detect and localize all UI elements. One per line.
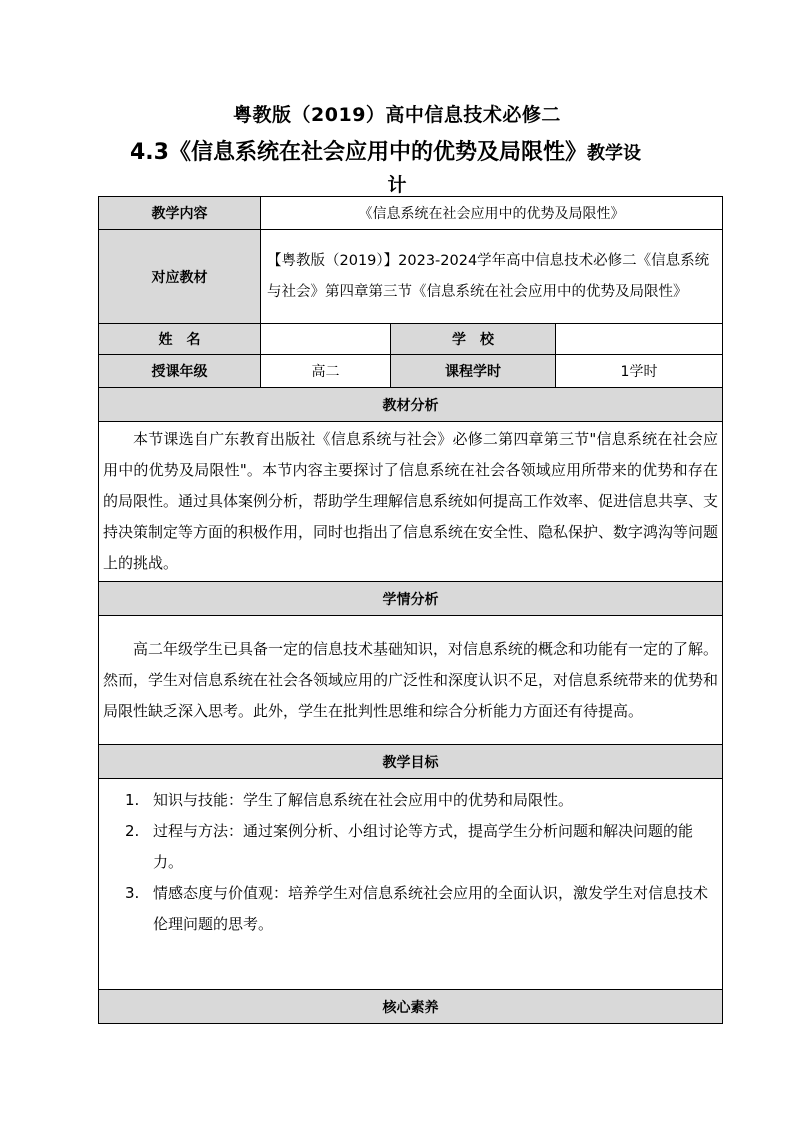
analysis-heading: 教材分析	[99, 388, 723, 422]
name-label: 姓 名	[99, 324, 261, 355]
row-goals-list	[99, 779, 723, 990]
grade-value: 高二	[261, 355, 391, 388]
row-learner-text	[99, 616, 723, 745]
goal-item	[109, 785, 714, 816]
school-label: 学 校	[391, 324, 556, 355]
goal-number: 2.	[125, 822, 140, 840]
document-title: 粤教版（2019）高中信息技术必修二	[233, 104, 561, 126]
core-heading: 核心素养	[99, 990, 723, 1024]
lesson-title-main: 4.3《信息系统在社会应用中的优势及局限性》	[130, 140, 587, 165]
row-core-title	[99, 990, 723, 1024]
lesson-title-suffix: 教学设	[586, 143, 641, 164]
school-value	[556, 324, 723, 355]
goal-item	[109, 816, 714, 878]
goal-text: 情感态度与价值观：培养学生对信息系统社会应用的全面认识，激发学生对信息技术伦理问题的思考。	[153, 884, 709, 933]
goal-number: 1.	[125, 791, 140, 809]
goal-text: 知识与技能：学生了解信息系统在社会应用中的优势和局限性。	[153, 791, 574, 809]
goal-number: 3.	[125, 884, 140, 902]
learner-heading: 学情分析	[99, 582, 723, 616]
row-name-school	[99, 324, 723, 355]
goals-heading: 教学目标	[99, 745, 723, 779]
row-goals-title	[99, 745, 723, 779]
goals-list	[99, 779, 723, 990]
analysis-paragraph: 本节课选自广东教育出版社《信息系统与社会》必修二第四章第三节"信息系统在社会应用中的优势及局限性"。本节内容主要探讨了信息系统在社会各领域应用所带来的优势和存在的局限性。通过具体案例分析，帮助学生理解信息系统如何提高工作效率、促进信息共享、支持决策制定等方面的积极作用，同时也指出了信息系统在安全性、隐私保护、数字鸿沟等问题上的挑战。	[99, 422, 723, 582]
row-textbook	[99, 230, 723, 324]
textbook-label: 对应教材	[99, 230, 261, 324]
row-learner-title	[99, 582, 723, 616]
content-label: 教学内容	[99, 197, 261, 230]
hours-label: 课程学时	[391, 355, 556, 388]
textbook-value: 【粤教版（2019）】2023-2024学年高中信息技术必修二《信息系统与社会》第四章第三节《信息系统在社会应用中的优势及局限性》	[261, 230, 723, 324]
row-content	[99, 197, 723, 230]
lesson-title	[130, 138, 690, 169]
row-grade-hours	[99, 355, 723, 388]
name-value	[261, 324, 391, 355]
learner-paragraph: 高二年级学生已具备一定的信息技术基础知识，对信息系统的概念和功能有一定的了解。然而，学生对信息系统在社会各领域应用的广泛性和深度认识不足，对信息系统带来的优势和局限性缺乏深入思考。此外，学生在批判性思维和综合分析能力方面还有待提高。	[99, 616, 723, 745]
content-value: 《信息系统在社会应用中的优势及局限性》	[261, 197, 723, 230]
hours-value: 1学时	[556, 355, 723, 388]
goal-item	[109, 878, 714, 940]
goal-text: 过程与方法：通过案例分析、小组讨论等方式，提高学生分析问题和解决问题的能力。	[153, 822, 694, 871]
row-analysis-text	[99, 422, 723, 582]
lesson-title-continued: 计	[387, 174, 407, 196]
row-analysis-title	[99, 388, 723, 422]
grade-label: 授课年级	[99, 355, 261, 388]
lesson-plan-table	[98, 196, 723, 1024]
